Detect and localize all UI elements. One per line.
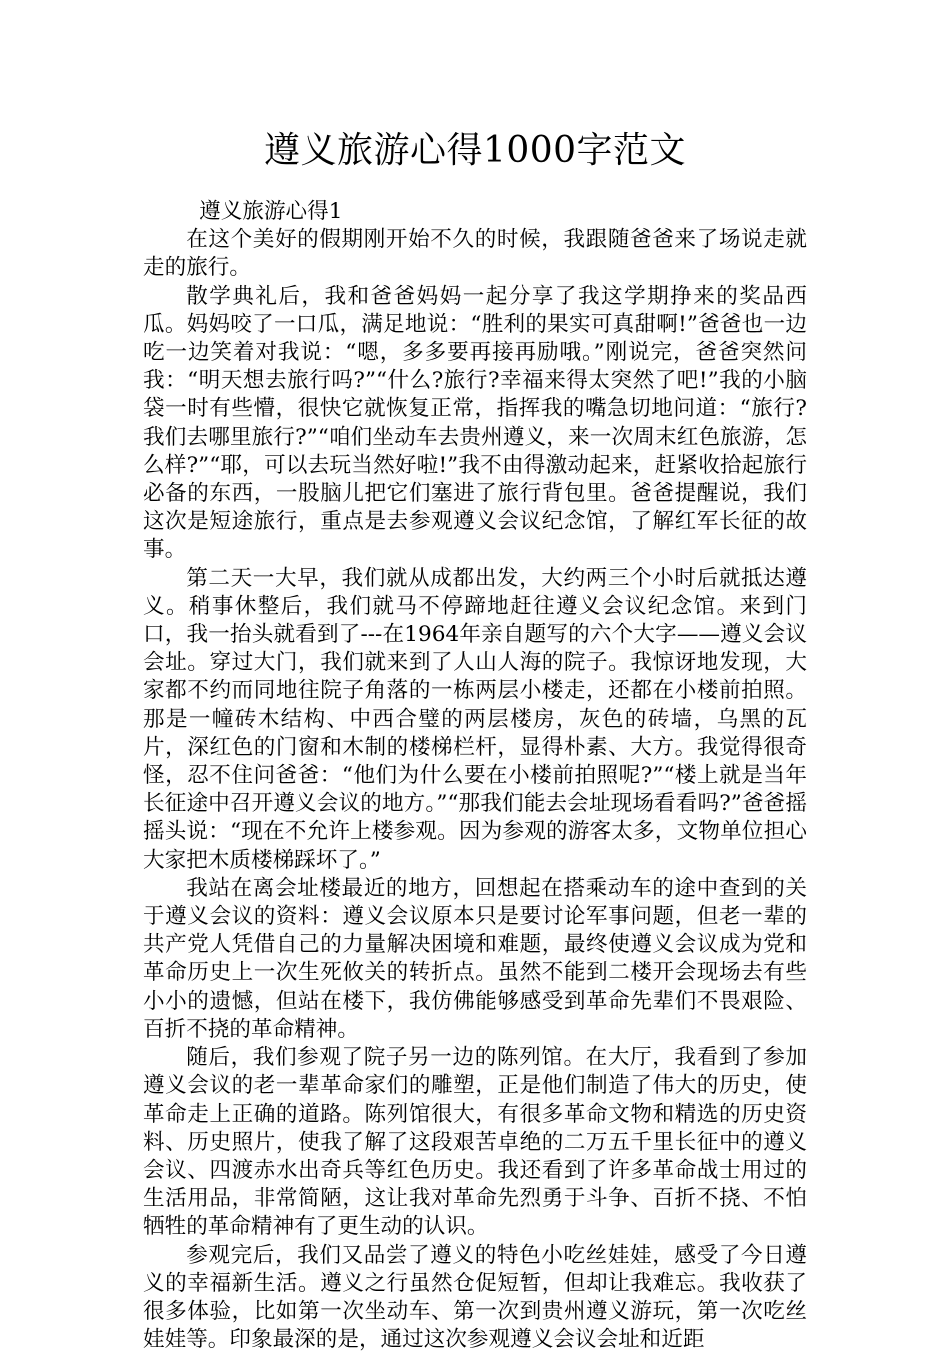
section-subtitle: 遵义旅游心得1 (199, 199, 343, 224)
paragraph: 参观完后，我们又品尝了遵义的特色小吃丝娃娃，感受了今日遵义的幸福新生活。遵义之行虽然仓促短暂，但却让我难忘。我收获了很多体验，比如第一次坐动车、第一次到贵州遵义游玩，第一次吃丝娃娃等。印象最深的是，通过这次参观遵义会议会址和近距 (143, 1242, 807, 1353)
paragraph: 散学典礼后，我和爸爸妈妈一起分享了我这学期挣来的奖品西瓜。妈妈咬了一口瓜，满足地说：“胜利的果实可真甜啊!”爸爸也一边吃一边笑着对我说：“嗯，多多要再接再励哦。”刚说完，爸爸突然问我：“明天想去旅行吗?”“什么?旅行?幸福来得太突然了吧!”我的小脑袋一时有些懵，很快它就恢复正常，指挥我的嘴急切地问道：“旅行?我们去哪里旅行?”“咱们坐动车去贵州遵义，来一次周末红色旅游，怎么样?”“耶，可以去玩当然好啦!”我不由得激动起来，赶紧收拾起旅行必备的东西，一股脑儿把它们塞进了旅行背包里。爸爸提醒说，我们这次是短途旅行，重点是去参观遵义会议纪念馆，了解红军长征的故事。 (143, 283, 807, 563)
paragraph: 我站在离会址楼最近的地方，回想起在搭乘动车的途中查到的关于遵义会议的资料：遵义会议原本只是要讨论军事问题，但老一辈的共产党人凭借自己的力量解决困境和难题，最终使遵义会议成为党和革命历史上一次生死攸关的转折点。虽然不能到二楼开会现场去有些小小的遗憾，但站在楼下，我仿佛能够感受到革命先辈们不畏艰险、百折不挠的革命精神。 (143, 875, 807, 1042)
document-body (143, 198, 807, 1354)
paragraph: 在这个美好的假期刚开始不久的时候，我跟随爸爸来了场说走就走的旅行。 (143, 227, 807, 281)
paragraph: 第二天一大早，我们就从成都出发，大约两三个小时后就抵达遵义。稍事休整后，我们就马不停蹄地赶往遵义会议纪念馆。来到门口，我一抬头就看到了---在1964年亲自题写的六个大字——遵义会议会址。穿过大门，我们就来到了人山人海的院子。我惊讶地发现，大家都不约而同地往院子角落的一栋两层小楼走，还都在小楼前拍照。那是一幢砖木结构、中西合璧的两层楼房，灰色的砖墙，乌黑的瓦片，深红色的门窗和木制的楼梯栏杆，显得朴素、大方。我觉得很奇怪，忍不住问爸爸：“他们为什么要在小楼前拍照呢?”“楼上就是当年长征途中召开遵义会议的地方。”“那我们能去会址现场看看吗?”爸爸摇摇头说：“现在不允许上楼参观。因为参观的游客太多，文物单位担心大家把木质楼梯踩坏了。” (143, 565, 807, 873)
page-title: 遵义旅游心得1000字范文 (263, 130, 687, 171)
paragraph: 随后，我们参观了院子另一边的陈列馆。在大厅，我看到了参加遵义会议的老一辈革命家们的雕塑，正是他们制造了伟大的历史，使革命走上正确的道路。陈列馆很大，有很多革命文物和精选的历史资料、历史照片，使我了解了这段艰苦卓绝的二万五千里长征中的遵义会议、四渡赤水出奇兵等红色历史。我还看到了许多革命战士用过的生活用品，非常简陋，这让我对革命先烈勇于斗争、百折不挠、不怕牺牲的革命精神有了更生动的认识。 (143, 1045, 807, 1240)
